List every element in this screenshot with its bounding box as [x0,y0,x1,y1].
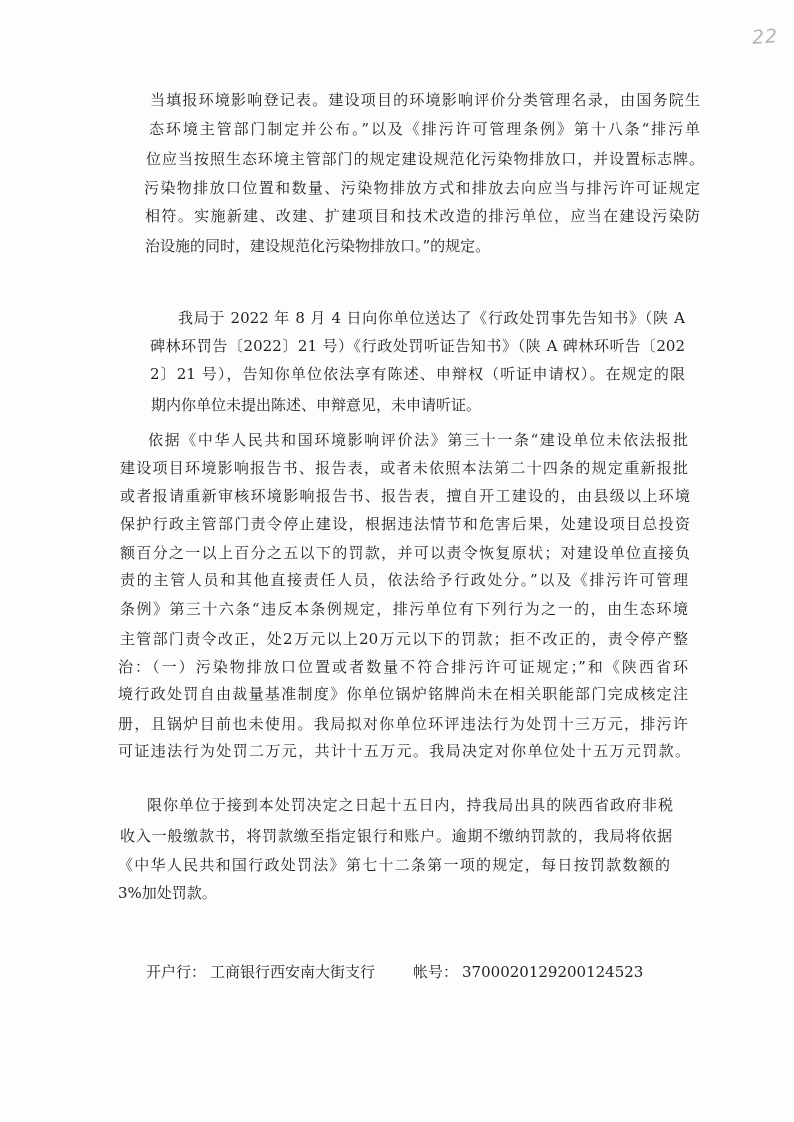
text-line: 2〕21 号），告知你单位依法享有陈述、申辩权（听证申请权）。在规定的限 [150,365,685,383]
text-line: 治设施的同时，建设规范化污染物排放口。”的规定。 [145,237,491,255]
text-line: 建设项目环境影响报告书、报告表，或者未依照本法第二十四条的规定重新报批 [120,459,688,477]
text-line: 限你单位于接到本处罚决定之日起十五日内，持我局出具的陕西省政府非税 [147,796,673,814]
text-line: 依据《中华人民共和国环境影响评价法》第三十一条“建设单位未依法报批 [148,431,688,449]
text-line: 3%加处罚款。 [118,884,217,902]
text-line: 保护行政主管部门责令停止建设，根据违法情节和危害后果，处建设项目总投资 [120,515,690,533]
account-info [413,962,643,982]
text-line: 条例》第三十六条“违反本条例规定，排污单位有下列行为之一的，由生态环境 [120,600,688,618]
text-line: 或者报请重新审核环境影响报告书、报告表，擅自开工建设的，由县级以上环境 [120,487,690,505]
text-line: 期内你单位未提出陈述、申辩意见，未申请听证。 [151,396,482,414]
text-line: 态环境主管部门制定并公布。”以及《排污许可管理条例》第十八条“排污单 [149,120,700,138]
text-line: 我局于 2022 年 8 月 4 日向你单位送达了《行政处罚事先告知书》（陕 A [178,309,685,327]
text-line: 《中华人民共和国行政处罚法》第七十二条第一项的规定，每日按罚款数额的 [118,856,670,874]
handwritten-page-number: 22 [751,25,779,49]
text-line: 位应当按照生态环境主管部门的规定建设规范化污染物排放口，并设置标志牌。 [146,150,704,168]
text-line: 治：（一）污染物排放口位置或者数量不符合排污许可证规定；”和《陕西省环 [118,658,688,676]
text-line: 责的主管人员和其他直接责任人员，依法给予行政处分。”以及《排污许可管理 [120,571,688,589]
text-line: 主管部门责令改正，处2万元以上20万元以下的罚款；拒不改正的，责令停产整 [120,630,688,648]
text-line: 当填报环境影响登记表。建设项目的环境影响评价分类管理名录，由国务院生 [150,91,700,109]
text-line: 额百分之一以上百分之五以下的罚款，并可以责令恢复原状；对建设单位直接负 [120,544,690,562]
bank-label: 开户行： [146,963,207,981]
text-line: 境行政处罚自由裁量基准制度》你单位锅炉铭牌尚未在相关职能部门完成核定注 [118,685,688,703]
text-line: 相符。实施新建、改建、扩建项目和技术改造的排污单位，应当在建设污染防 [145,207,700,225]
bank-info [146,962,375,982]
bank-name: 工商银行西安南大街支行 [210,963,376,981]
text-line: 污染物排放口位置和数量、污染物排放方式和排放去向应当与排污许可证规定 [144,179,700,197]
account-number: 3700020129200124523 [462,963,644,981]
text-line: 册，且锅炉目前也未使用。我局拟对你单位环评违法行为处罚十三万元，排污许 [118,715,688,733]
text-line: 收入一般缴款书，将罚款缴至指定银行和账户。逾期不缴纳罚款的，我局将依据 [120,827,672,845]
account-label: 帐号： [413,963,459,981]
text-line: 碑林环罚告〔2022〕21 号）《行政处罚听证告知书》（陕 A 碑林环听告〔202 [150,337,685,355]
text-line: 可证违法行为处罚二万元，共计十五万元。我局决定对你单位处十五万元罚款。 [118,742,690,760]
